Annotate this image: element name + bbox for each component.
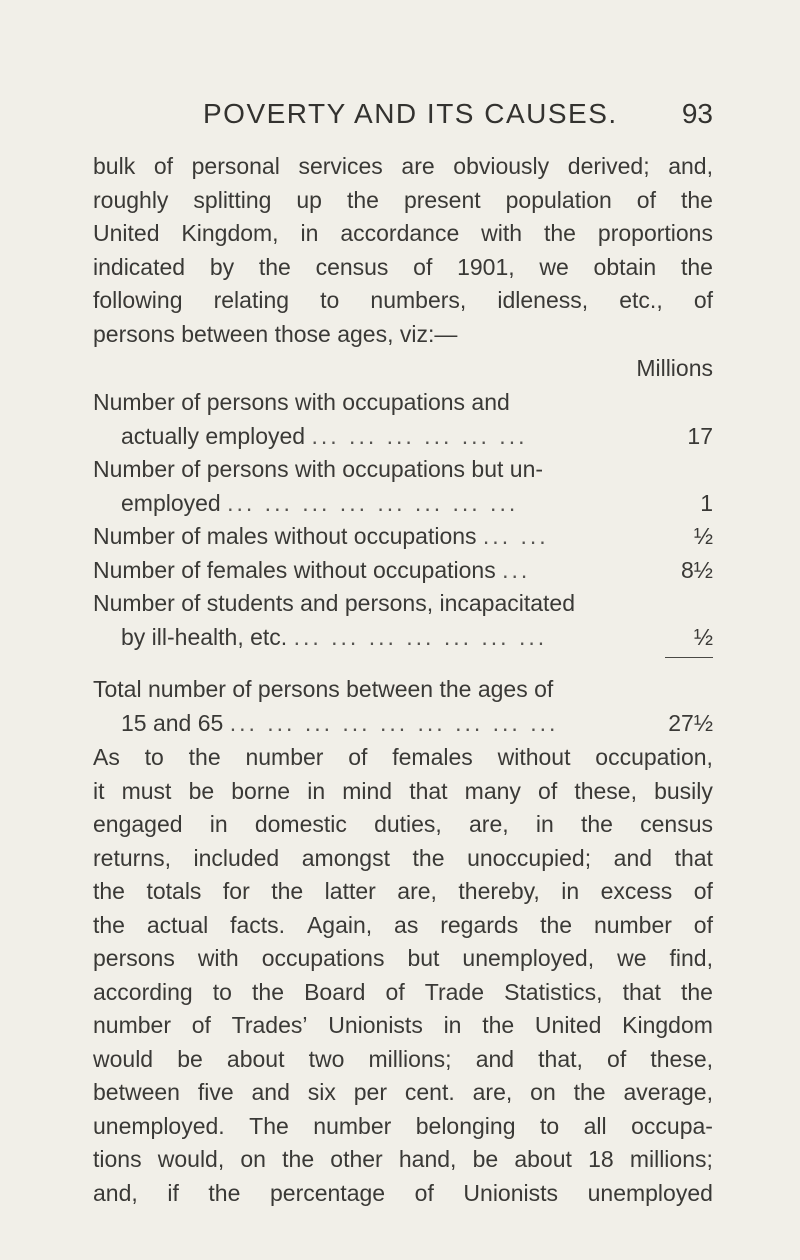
leader-dots: ... ... ... ... ... ... ... ...	[227, 489, 519, 516]
leader-dots: ... ...	[482, 523, 549, 549]
row-value: ½	[693, 623, 713, 650]
page-number: 93	[681, 98, 713, 129]
text-line: roughly splitting up the present population of the	[93, 186, 713, 213]
row-label-continued: by ill-health, etc.	[121, 623, 288, 650]
row-label-continued: actually employed	[121, 422, 306, 449]
table-row	[93, 587, 713, 654]
running-head	[93, 98, 713, 138]
intro-paragraph	[93, 150, 713, 351]
text-line: persons with occupations but unemployed, we find,	[93, 945, 713, 971]
text-line: bulk of personal services are obviously derived; and,	[93, 153, 713, 179]
book-page	[93, 0, 713, 1260]
text-line: according to the Board of Trade Statistics, that the	[93, 978, 713, 1005]
text-line: would be about two millions; and that, of these,	[93, 1045, 713, 1072]
total-label-continued: 15 and 65	[121, 709, 224, 736]
row-label: Number of males without occupations	[93, 523, 477, 549]
sum-rule	[665, 657, 713, 658]
text-line: tions would, on the other hand, be about 18 millions;	[93, 1146, 713, 1172]
row-label: Number of persons with occupations and	[93, 389, 510, 415]
text-line: engaged in domestic duties, are, in the census	[93, 811, 713, 837]
text-line: the totals for the latter are, thereby, in excess of	[93, 878, 713, 904]
text-line: following relating to numbers, idleness, etc., of	[93, 287, 713, 313]
row-value: 1	[700, 489, 713, 516]
statistics-table	[93, 386, 713, 654]
row-value: 17	[687, 422, 713, 449]
total-value: 27½	[668, 709, 713, 736]
row-label-continued: employed	[121, 489, 221, 516]
total-row	[93, 673, 713, 740]
closing-paragraph	[93, 741, 713, 1210]
table-row	[93, 386, 713, 453]
unit-heading: Millions	[636, 355, 713, 381]
row-label: Number of students and persons, incapacitated	[93, 590, 576, 616]
text-line: indicated by the census of 1901, we obtain the	[93, 253, 713, 280]
table-row	[93, 554, 713, 588]
row-value: 8½	[681, 556, 713, 583]
text-line: it must be borne in mind that many of these, busily	[93, 777, 713, 804]
text-line: unemployed. The number belonging to all occupa-	[93, 1112, 713, 1139]
row-label: Number of females without occupations	[93, 556, 496, 583]
table-row	[93, 453, 713, 520]
table-row	[93, 520, 713, 554]
text-line: and, if the percentage of Unionists unemployed	[93, 1179, 713, 1206]
leader-dots: ...	[502, 556, 531, 583]
row-value: ½	[693, 523, 713, 549]
running-title: POVERTY AND ITS CAUSES.	[203, 98, 618, 129]
text-line: between five and six per cent. are, on the average,	[93, 1079, 713, 1105]
total-label: Total number of persons between the ages of	[93, 676, 554, 702]
text-line: returns, included amongst the unoccupied; and that	[93, 844, 713, 871]
leader-dots: ... ... ... ... ... ... ...	[293, 623, 548, 650]
leader-dots: ... ... ... ... ... ... ... ... ...	[229, 709, 559, 736]
row-label: Number of persons with occupations but un-	[93, 456, 544, 482]
text-line: persons between those ages, viz:—	[93, 320, 458, 347]
leader-dots: ... ... ... ... ... ...	[311, 422, 528, 449]
text-line: number of Trades’ Unionists in the United Kingdom	[93, 1012, 713, 1038]
text-line: the actual facts. Again, as regards the number of	[93, 911, 713, 938]
text-line: As to the number of females without occupation,	[93, 744, 713, 770]
text-line: United Kingdom, in accordance with the proportions	[93, 220, 713, 246]
